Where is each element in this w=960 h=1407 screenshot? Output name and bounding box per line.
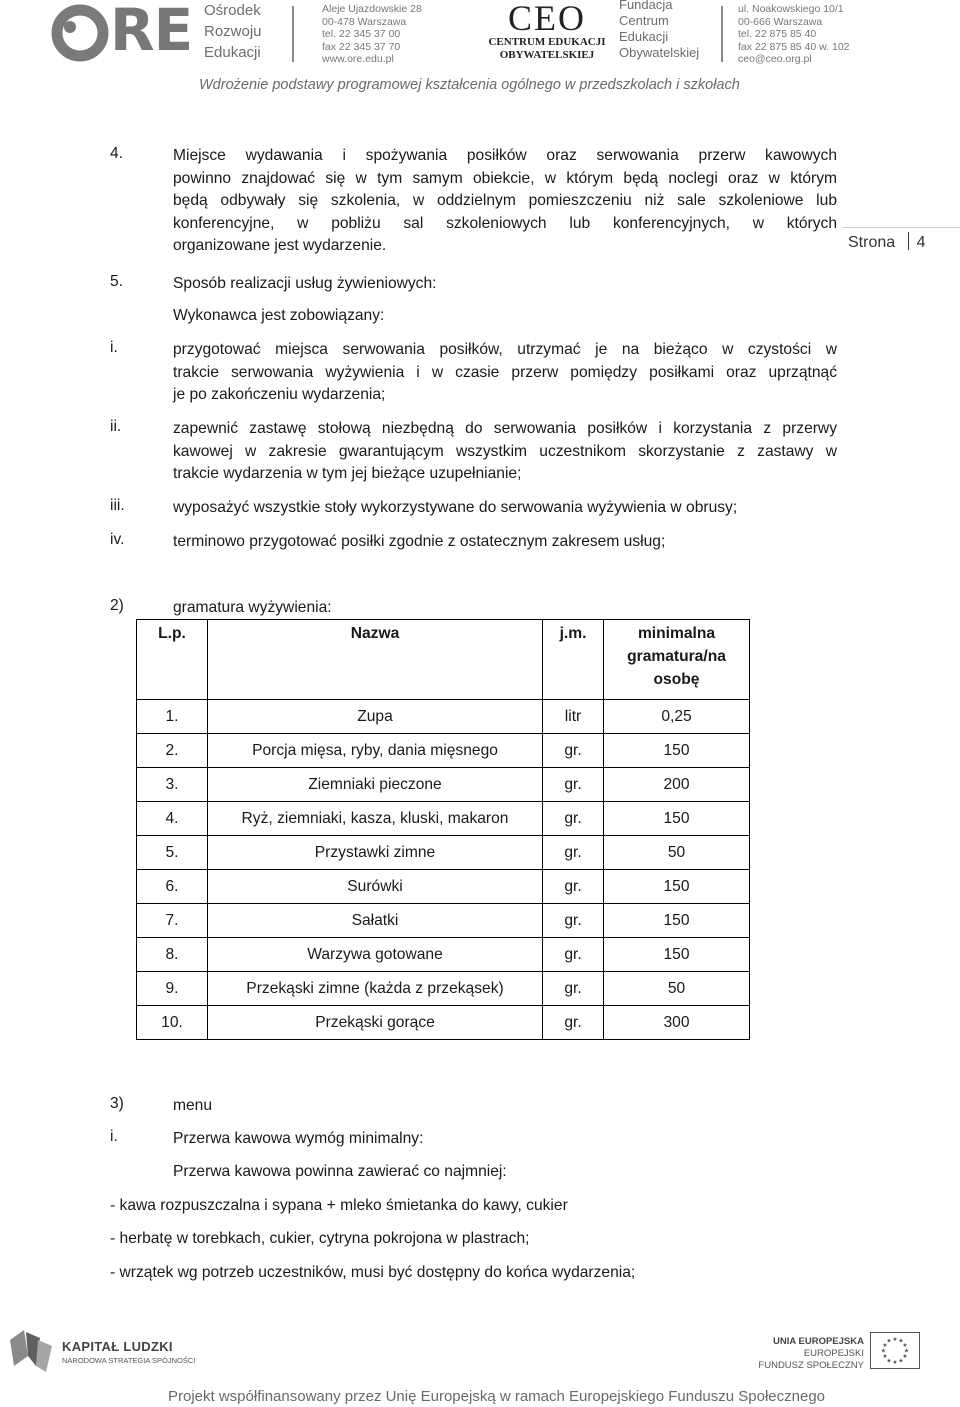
ceo-address: ul. Noakowskiego 10/1 00-666 Warszawa tel. 22 875 85 40 fax 22 875 85 40 w. 102 ceo@ceo.org.pl [738,3,850,65]
section5-title: Sposób realizacji usług żywieniowych: [173,275,437,292]
section4-number: 4. [110,145,124,162]
table-row: 10. Przekąski gorące gr. 300 [137,1006,750,1040]
menu-list-item: - wrzątek wg potrzeb uczestników, musi być dostępny do końca wydarzenia; [110,1264,636,1281]
svg-text:★: ★ [902,1353,908,1360]
svg-text:★: ★ [882,1353,888,1360]
col-header-gramatura: minimalna gramatura/na osobę [604,620,750,700]
ceo-logo: CEO CENTRUM EDUKACJI OBYWATELSKIEJ [486,0,608,62]
page-number: Strona 4 [848,234,926,251]
item-iv-text: terminowo przygotować posiłki zgodnie z ostatecznym zakresem usług; [173,533,666,550]
table-row: 9. Przekąski zimne (każda z przekąsek) gr. 50 [137,972,750,1006]
svg-text:★: ★ [898,1337,904,1345]
section3-number: 3) [110,1095,124,1112]
svg-text:★: ★ [886,1357,892,1365]
item-iii-text: wyposażyć wszystkie stoły wykorzystywane do serwowania wyżywienia w obrusy; [173,499,738,516]
item-iii-number: iii. [110,497,125,514]
eu-logo-text: UNIA EUROPEJSKA EUROPEJSKI FUNDUSZ SPOŁECZNY [758,1336,864,1371]
item-i-text: przygotować miejsca serwowania posiłków, utrzymać je na bieżąco w czystości w trakcie serwowania wyżywienia i w czasie przerw pomiędzy posiłkami oraz uprzątnąć je po zakończeniu wydarzenia; [173,341,837,403]
table-row: 7. Sałatki gr. 150 [137,904,750,938]
table-row: 4. Ryż, ziemniaki, kasza, kluski, makaron gr. 150 [137,802,750,836]
section3-intro: Przerwa kawowa powinna zawierać co najmniej: [173,1163,507,1180]
col-header-jm: j.m. [543,620,604,700]
gramatura-table [136,619,750,1040]
ore-name: Ośrodek Rozwoju Edukacji [204,2,262,61]
ceo-name: Fundacja Centrum Edukacji Obywatelskiej [619,0,700,60]
col-header-nazwa: Nazwa [208,620,543,700]
ore-logo-icon [50,3,110,63]
col-header-lp: L.p. [137,620,208,700]
svg-text:★: ★ [903,1347,910,1355]
item-i-number: i. [110,339,118,356]
item-ii-number: ii. [110,418,122,435]
table-row: 6. Surówki gr. 150 [137,870,750,904]
footer-text: Projekt współfinansowany przez Unię Europejską w ramach Europejskiego Funduszu Społecznego [168,1388,826,1405]
item-iv-number: iv. [110,531,125,548]
section2-number: 2) [110,597,124,614]
kapital-ludzki-logo: KAPITAŁ LUDZKI NARODOWA STRATEGIA SPÓJNOŚCI [62,1339,196,1365]
ceo-logo-text: CEO [508,0,586,38]
item-ii-text: zapewnić zastawę stołową niezbędną do serwowania posiłków i korzystania z przerwy kawowej w zakresie gwarantującym wszystkim uczestnikom skorzystanie z zastawy w trakcie wydarzenia w tym jej bieżące uzupełnianie; [173,420,837,482]
svg-text:★: ★ [892,1336,898,1343]
menu-list-item: - kawa rozpuszczalna i sypana + mleko śmietanka do kawy, cukier [110,1197,568,1214]
header-divider [292,6,294,62]
table-row: 5. Przystawki zimne gr. 50 [137,836,750,870]
section2-title: gramatura wyżywienia: [173,599,332,616]
svg-text:★: ★ [882,1342,888,1349]
header-divider-2 [721,6,723,62]
svg-text:★: ★ [902,1342,908,1349]
section3-sub-number: i. [110,1128,118,1145]
table-row: 3. Ziemniaki pieczone gr. 200 [137,768,750,802]
table-header-row [137,620,750,700]
svg-text:★: ★ [880,1347,887,1355]
kapital-ludzki-icon [6,1326,56,1374]
section4-text: Miejsce wydawania i spożywania posiłków oraz serwowania przerw kawowych powinno znajdować się w tym samym obiekcie, w którym będą noclegi oraz w którym będą odbywały się szkolenia, w oddzielnym pomieszczeniu niż sale szkoleniowe lub konferencyjne, w pobliżu sal szkoleniowych lub konferencyjnych, w których organizowane jest wydarzenie. [173,147,837,254]
section5-intro: Wykonawca jest zobowiązany: [173,307,385,324]
svg-text:★: ★ [892,1359,898,1366]
ore-logo-text: RE [110,0,193,64]
svg-text:★: ★ [898,1357,904,1365]
page-number-rule [842,227,960,228]
menu-list-item: - herbatę w torebkach, cukier, cytryna pokrojona w plastrach; [110,1230,530,1247]
section3-sub-title: Przerwa kawowa wymóg minimalny: [173,1130,424,1147]
header-subtitle: Wdrożenie podstawy programowej kształcenia ogólnego w przedszkolach i szkołach [199,77,740,93]
section5-number: 5. [110,273,124,290]
section3-title: menu [173,1097,213,1114]
table-row: 1. Zupa litr 0,25 [137,700,750,734]
ore-address: Aleje Ujazdowskie 28 00-478 Warszawa tel. 22 345 37 00 fax 22 345 37 70 www.ore.edu.pl [322,3,422,65]
table-row: 2. Porcja mięsa, ryby, dania mięsnego gr. 150 [137,734,750,768]
table-row: 8. Warzywa gotowane gr. 150 [137,938,750,972]
eu-flag-icon [870,1332,920,1369]
svg-text:★: ★ [886,1337,892,1345]
